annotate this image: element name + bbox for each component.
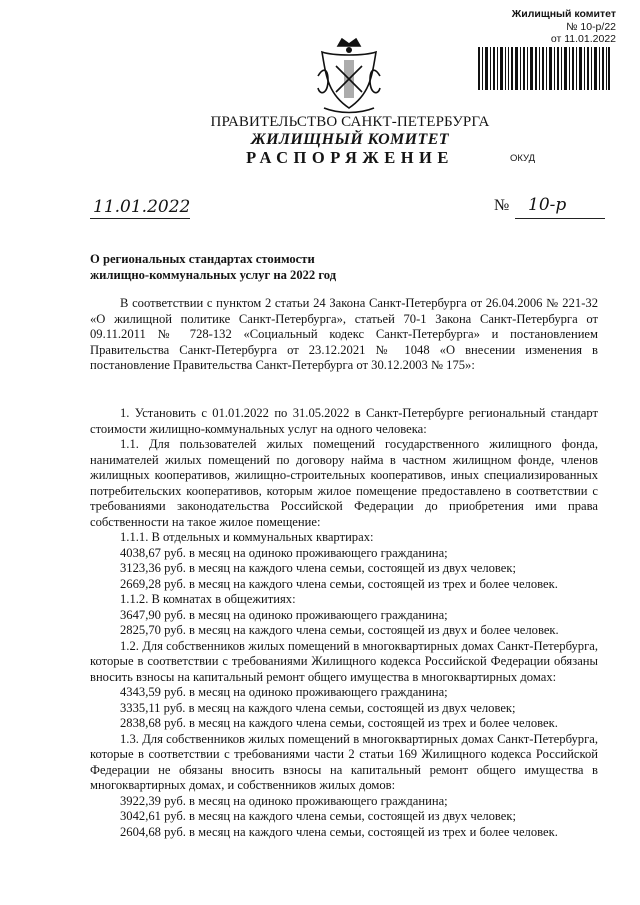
registration-stamp — [466, 8, 616, 46]
paragraph: 1.1.2. В комнатах в общежитиях: — [120, 592, 296, 606]
handwritten-date: 11.01.2022 — [93, 197, 191, 217]
preamble — [90, 296, 598, 374]
stamp-committee: Жилищный комитет — [511, 8, 616, 20]
rate-line: 3042,61 руб. в месяц на каждого члена семьи, состоящей из двух человек; — [120, 809, 517, 823]
paragraph: 1.1. Для пользователей жилых помещений государственного жилищного фонда, нанимателей жилых помещений по договору найма в частном жилищном фонде, членов жилищных кооперативов, жилищно-строительных кооперативов, иных специализированных потребительских кооперативов, которым жилое помещение предоставлено в соответствии с требованиями законодательства Российской Федерации до приобретения ими права собственности на такое жилое помещение: — [90, 437, 598, 529]
subject-line: О региональных стандартах стоимости — [90, 252, 315, 266]
barcode-icon — [478, 47, 610, 90]
committee-title: ЖИЛИЩНЫЙ КОМИТЕТ — [251, 131, 449, 148]
paragraph: 1. Установить с 01.01.2022 по 31.05.2022 в Санкт-Петербурге региональный стандарт стоимости жилищно-коммунальных услуг на одного человека: — [90, 406, 598, 436]
number-label: № — [494, 197, 510, 214]
rate-line: 2604,68 руб. в месяц на каждого члена семьи, состоящей из трех и более человек. — [120, 824, 558, 839]
document-type-title: РАСПОРЯЖЕНИЕ — [246, 148, 454, 167]
rate-line: 4038,67 руб. в месяц на одиноко проживающего гражданина; — [120, 545, 448, 560]
rate-line: 3647,90 руб. в месяц на одиноко проживающего гражданина; — [120, 607, 448, 622]
rate-line: 3335,11 руб. в месяц на каждого члена семьи, состоящей из двух человек; — [120, 700, 516, 715]
rate-line: 2825,70 руб. в месяц на каждого члена семьи, состоящей из двух и более человек. — [120, 623, 559, 637]
number-underline — [515, 218, 605, 219]
coat-of-arms-icon — [314, 36, 384, 114]
rate-line: 3123,36 руб. в месяц на каждого члена семьи, состоящей из двух человек; — [120, 561, 517, 575]
rate-line: 2838,68 руб. в месяц на каждого члена семьи, состоящей из трех и более человек. — [120, 716, 558, 730]
paragraph: 1.2. Для собственников жилых помещений в многоквартирных домах Санкт-Петербурга, которые в соответствии с требованиями Жилищного кодекса Российской Федерации обязаны вносить взносы на капитальный ремонт общего имущества в многоквартирных домах: — [90, 638, 598, 684]
preamble-text: В соответствии с пунктом 2 статьи 24 Закона Санкт-Петербурга от 26.04.2006 № 221-32 «О жилищной политике Санкт-Петербурга», статьей 70-1 Закона Санкт-Петербурга от 09.11.2011 № 728-132 «Социальный кодекс Санкт-Петербурга» и постановлением Правительства Санкт-Петербурга от 23.12.2021 № 1048 «О внесении изменения в постановление Правительства Санкт-Петербурга от 30.12.2003 № 175»: — [90, 296, 598, 372]
rate-line: 3922,39 руб. в месяц на одиноко проживающего гражданина; — [120, 793, 448, 808]
rate-line: 4343,59 руб. в месяц на одиноко проживающего гражданина; — [120, 685, 448, 699]
stamp-number: № 10-р/22 — [566, 20, 616, 33]
government-title: ПРАВИТЕЛЬСТВО САНКТ-ПЕТЕРБУРГА — [210, 114, 490, 130]
okud-label: ОКУД — [510, 153, 536, 164]
order-paragraphs — [90, 406, 598, 840]
handwritten-number: 10-р — [528, 195, 567, 215]
rate-line: 2669,28 руб. в месяц на каждого члена семьи, состоящей из трех и более человек. — [120, 576, 558, 591]
stamp-date: от 11.01.2022 — [550, 33, 616, 45]
document-subject — [90, 252, 336, 283]
subject-line: жилищно-коммунальных услуг на 2022 год — [90, 267, 337, 282]
paragraph: 1.1.1. В отдельных и коммунальных квартирах: — [120, 530, 374, 544]
paragraph: 1.3. Для собственников жилых помещений в многоквартирных домах Санкт-Петербурга, которые в соответствии с требованиями части 2 статьи 169 Жилищного кодекса Российской Федерации не обязаны вносить взносы на капитальный ремонт общего имущества в многоквартирных домах, и собственников жилых домов: — [90, 731, 598, 792]
date-underline — [90, 218, 190, 219]
